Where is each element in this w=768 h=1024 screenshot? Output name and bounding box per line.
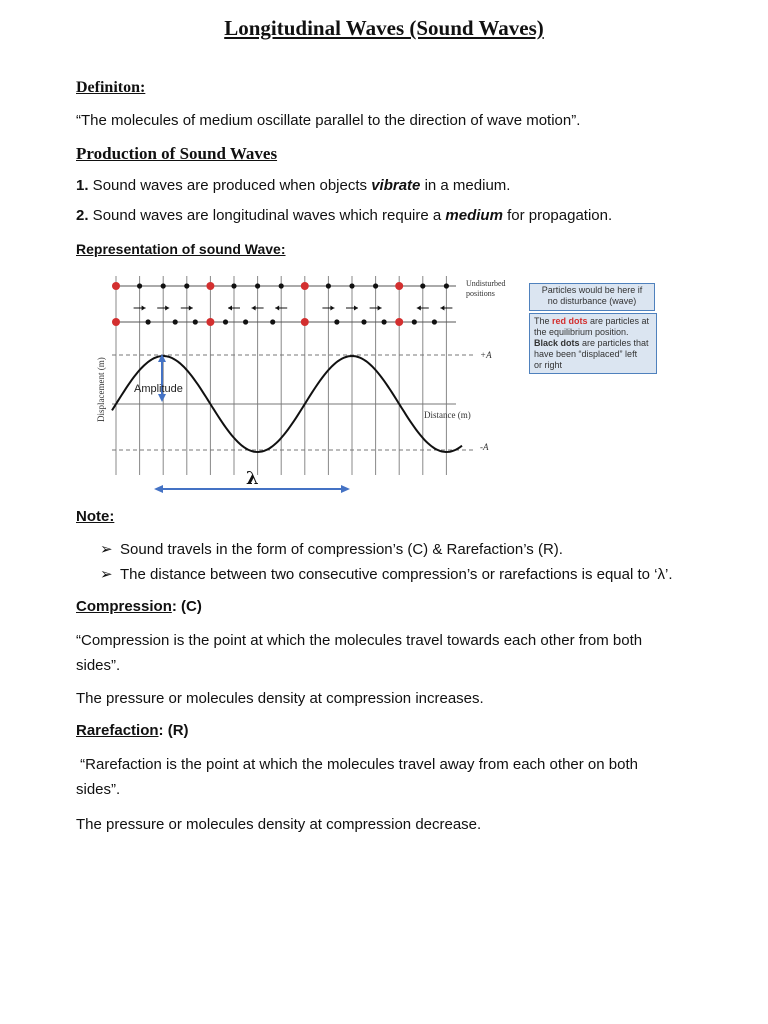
black-dot (255, 283, 260, 288)
compression-heading (76, 598, 202, 615)
note-box-line: no disturbance (wave) (547, 296, 637, 306)
black-dot (361, 319, 366, 324)
plus-a-label: +A (480, 350, 492, 360)
rarefaction-definition-line-1: “Rarefaction is the point at which the molecules travel away from each other on both (76, 756, 638, 773)
black-dot (326, 283, 331, 288)
arrowhead (378, 306, 382, 311)
page-title: Longitudinal Waves (Sound Waves) (224, 16, 544, 40)
note-box-line (534, 338, 654, 349)
red-dot (112, 318, 120, 326)
black-dot (223, 319, 228, 324)
wavelength-arrowhead-right (341, 485, 350, 493)
arrow-bullet-icon: ➢ (100, 566, 113, 583)
definition-heading: Definiton: (76, 79, 146, 96)
red-dot (301, 318, 309, 326)
black-dot (373, 283, 378, 288)
item-number: 1. (76, 177, 89, 194)
arrowhead (228, 306, 232, 311)
rarefaction-heading (76, 722, 189, 739)
black-dot (432, 319, 437, 324)
red-dot (112, 282, 120, 290)
black-dot (137, 283, 142, 288)
red-dot (206, 318, 214, 326)
red-dot (206, 282, 214, 290)
black-dot (444, 283, 449, 288)
arrowhead (354, 306, 358, 311)
emphasis-vibrate: vibrate (371, 177, 421, 194)
arrowhead (189, 306, 193, 311)
rarefaction-title: Rarefaction (76, 722, 159, 739)
undisturbed-label-1: Undisturbed (466, 279, 506, 288)
compression-title: Compression (76, 598, 172, 615)
arrowhead (142, 306, 146, 311)
arrow-bullet-icon: ➢ (100, 541, 113, 558)
wavelength-arrowhead-left (154, 485, 163, 493)
compression-symbol: : (C) (171, 598, 202, 615)
production-heading: Production of Sound Waves (76, 144, 278, 163)
displacement-arrows (134, 306, 453, 311)
displacement-axis-label: Displacement (m) (96, 357, 106, 422)
note-heading: Note: (76, 508, 115, 525)
item-text: Sound waves are produced when objects (88, 177, 372, 194)
bullet-text: Sound travels in the form of compression’s (C) & Rarefaction’s (R). (120, 541, 563, 558)
dots-note-box (529, 313, 657, 374)
note-text: are particles at (587, 316, 650, 326)
red-dots-text: red dots (552, 316, 588, 326)
arrowhead (165, 306, 169, 311)
black-dot (231, 283, 236, 288)
black-dot (173, 319, 178, 324)
amplitude-label: Amplitude (134, 383, 183, 395)
compression-pressure-text: The pressure or molecules density at compression increases. (76, 690, 484, 707)
red-dot (395, 282, 403, 290)
black-dot (161, 283, 166, 288)
black-dot (243, 319, 248, 324)
undisturbed-particles (112, 282, 449, 290)
note-box-line: or right (534, 360, 563, 370)
arrowhead (275, 306, 279, 311)
definition-text: “The molecules of medium oscillate parallel to the direction of wave motion”. (76, 112, 581, 129)
amplitude-arrowhead-down (158, 394, 166, 402)
black-dot (420, 283, 425, 288)
black-dot (334, 319, 339, 324)
compression-definition-line-2: sides”. (76, 657, 121, 674)
black-dot (193, 319, 198, 324)
note-box-line: have been “displaced” left (534, 349, 638, 359)
item-text: Sound waves are longitudinal waves which require a (88, 207, 446, 224)
production-item-1 (76, 176, 510, 196)
black-dot (145, 319, 150, 324)
black-dot (184, 283, 189, 288)
note-text: are particles that (579, 338, 649, 348)
note-box-line: the equilibrium position. (534, 327, 629, 337)
arrowhead (417, 306, 421, 311)
item-text: in a medium. (420, 177, 511, 194)
note-box-line: Particles would be here if (541, 285, 643, 295)
note-box-line (534, 316, 654, 327)
arrowhead (440, 306, 444, 311)
distance-axis-label: Distance (m) (424, 410, 471, 420)
black-dot (381, 319, 386, 324)
compression-definition-line-1: “Compression is the point at which the molecules travel towards each other from both (76, 632, 643, 649)
black-dot (412, 319, 417, 324)
red-dot (395, 318, 403, 326)
item-text: for propagation. (502, 207, 613, 224)
arrowhead (252, 306, 256, 311)
arrowhead (330, 306, 334, 311)
minus-a-label: -A (480, 442, 489, 452)
note-text: The (534, 316, 553, 326)
note-bullet-2 (100, 565, 673, 583)
black-dot (279, 283, 284, 288)
undisturbed-note-box (529, 283, 655, 311)
black-dots-text: Black dots (534, 338, 580, 348)
representation-heading: Representation of sound Wave: (76, 241, 286, 257)
rarefaction-pressure-text: The pressure or molecules density at compression decrease. (76, 816, 482, 833)
bullet-text: The distance between two consecutive compression’s or rarefactions is equal to ‘λ’. (120, 566, 673, 583)
production-item-2 (76, 206, 612, 226)
black-dot (349, 283, 354, 288)
rarefaction-definition-line-2: sides”. (76, 781, 121, 798)
emphasis-medium: medium (445, 207, 503, 224)
rarefaction-symbol: : (R) (158, 722, 189, 739)
item-number: 2. (76, 207, 89, 224)
lambda-label: λ (246, 468, 259, 489)
note-bullet-1 (100, 540, 563, 558)
undisturbed-label-2: positions (466, 289, 495, 298)
black-dot (270, 319, 275, 324)
red-dot (301, 282, 309, 290)
